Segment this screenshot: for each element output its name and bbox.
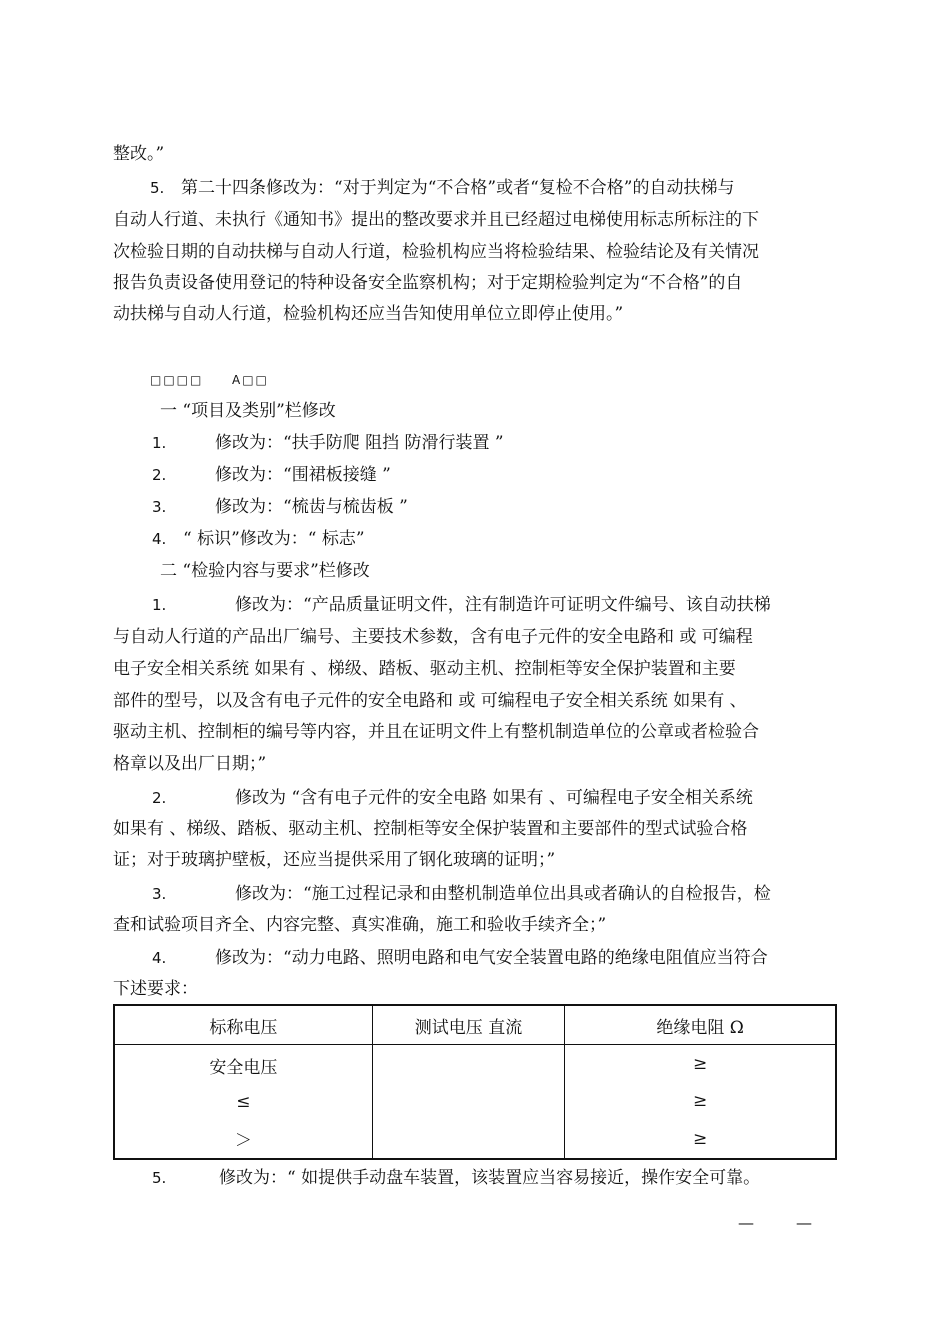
section-title: 二 “检验内容与要求”栏修改 (160, 561, 370, 581)
item-number: 4. (152, 949, 167, 967)
table-header-nominal-voltage: 标称电压 (114, 1005, 372, 1045)
item-number: 5. (152, 1169, 167, 1187)
item-line: 修改为 “含有电子元件的安全电路 如果有 、可编程电子安全相关系统 (235, 788, 753, 808)
item-text: 修改为：“围裙板接缝 ” (215, 465, 391, 485)
footer-dash: — (796, 1213, 812, 1232)
table-cell-value: ≤ (236, 1091, 251, 1112)
section-title: 一 “项目及类别”栏修改 (160, 401, 336, 421)
appendix-garbled-text: □□□□ (150, 373, 204, 387)
paragraph-line: 自动人行道、未执行《通知书》提出的整改要求并且已经超过电梯使用标志所标注的下 (113, 210, 759, 230)
paragraph-line: 报告负责设备使用登记的特种设备安全监察机构；对于定期检验判定为“不合格”的自 (113, 273, 743, 293)
item-text: “ 标识”修改为：“ 标志” (183, 529, 365, 549)
item-number: 3. (152, 885, 167, 903)
paragraph-number: 5. (150, 179, 165, 197)
footer-dash: — (738, 1213, 754, 1232)
item-line: 证；对于玻璃护壁板，还应当提供采用了钢化玻璃的证明；” (113, 850, 556, 870)
item-line: 电子安全相关系统 如果有 、梯级、踏板、驱动主机、控制柜等安全保护装置和主要 (113, 659, 736, 679)
table-cell-value: ≥ (692, 1128, 708, 1149)
table-cell-value: ＞ (234, 1130, 252, 1151)
item-line: 修改为：“施工过程记录和由整机制造单位出具或者确认的自检报告，检 (235, 884, 771, 904)
item-number: 2. (152, 789, 167, 807)
table-cell (565, 1045, 836, 1160)
item-line: 修改为：“ 如提供手动盘车装置，该装置应当容易接近，操作安全可靠。 (219, 1168, 761, 1188)
item-number: 3. (152, 498, 167, 516)
item-line: 部件的型号，以及含有电子元件的安全电路和 或 可编程电子安全相关系统 如果有 、 (113, 691, 747, 711)
item-number: 1. (152, 434, 167, 452)
item-line: 修改为：“产品质量证明文件，注有制造许可证明文件编号、该自动扶梯 (235, 595, 771, 615)
paragraph-line: 第二十四条修改为：“对于判定为“不合格”或者“复检不合格”的自动扶梯与 (181, 178, 735, 198)
table-header-insulation-resistance: 绝缘电阻 Ω (565, 1005, 836, 1045)
item-line: 格章以及出厂日期；” (113, 754, 267, 774)
paragraph-line: 整改。” (113, 144, 165, 164)
item-number: 2. (152, 466, 167, 484)
item-line: 与自动人行道的产品出厂编号、主要技术参数，含有电子元件的安全电路和 或 可编程 (113, 627, 753, 647)
paragraph-line: 动扶梯与自动人行道，检验机构还应当告知使用单位立即停止使用。” (113, 304, 624, 324)
table-cell-value: ≥ (692, 1091, 708, 1112)
appendix-label: A□□ (232, 373, 269, 387)
item-line: 驱动主机、控制柜的编号等内容，并且在证明文件上有整机制造单位的公章或者检验合 (113, 722, 759, 742)
item-line: 查和试验项目齐全、内容完整、真实准确，施工和验收手续齐全；” (113, 915, 607, 935)
item-number: 1. (152, 596, 167, 614)
table-cell (114, 1045, 372, 1160)
table-header-test-voltage: 测试电压 直流 (372, 1005, 564, 1045)
paragraph-line: 次检验日期的自动扶梯与自动人行道，检验机构应当将检验结果、检验结论及有关情况 (113, 242, 759, 262)
table-cell-value: 安全电压 (209, 1057, 278, 1078)
item-text: 修改为：“梳齿与梳齿板 ” (215, 497, 408, 517)
item-line: 修改为：“动力电路、照明电路和电气安全装置电路的绝缘电阻值应当符合 (215, 948, 768, 968)
table-cell-value: ≥ (692, 1054, 708, 1075)
insulation-resistance-table (113, 1004, 837, 1160)
item-text: 修改为：“扶手防爬 阻挡 防滑行装置 ” (215, 433, 504, 453)
item-line: 如果有 、梯级、踏板、驱动主机、控制柜等安全保护装置和主要部件的型式试验合格 (113, 819, 748, 839)
item-line: 下述要求： (113, 979, 198, 999)
table-cell (372, 1045, 564, 1160)
item-number: 4. (152, 530, 167, 548)
